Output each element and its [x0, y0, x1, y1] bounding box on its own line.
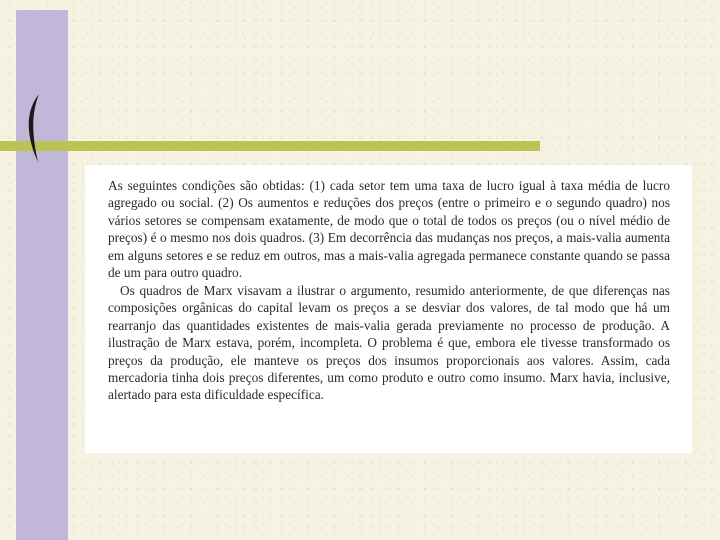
- paragraph-1: As seguintes condições são obtidas: (1) cada setor tem uma taxa de lucro igual à taxa média de lucro agregado ou social. (2) Os aumentos e reduções dos preços (entre o primeiro e o segundo quadro) nos vários setores se compensam exatamente, de modo que o total de todos os preços (ou o nível médio de preços) é o mesmo nos dois quadros. (3) Em decorrência das mudanças nos preços, a mais-valia aumenta em alguns setores e se reduz em outros, mas a mais-valia agregada permanece constante quando se passa de um para outro quadro.: [108, 178, 670, 281]
- decorative-horizontal-rule: [0, 141, 540, 151]
- document-body: [108, 177, 670, 404]
- paragraph-2: Os quadros de Marx visavam a ilustrar o argumento, resumido anteriormente, de que diferenças nas composições orgânicas do capital levam os preços a se desviar dos valores, de tal modo que há um rearranjo das quantidades existentes de mais-valia gerada previamente no processo de produção. A ilustração de Marx estava, porém, incompleta. O problema é que, embora ele tivesse transformado os preços da produção, ele manteve os preços dos insumos proporcionais aos valores. Assim, cada mercadoria tinha dois preços diferentes, um como produto e outro como insumo. Marx havia, inclusive, alertado para esta dificuldade específica.: [108, 282, 670, 403]
- bracket-ornament-icon: [20, 90, 50, 170]
